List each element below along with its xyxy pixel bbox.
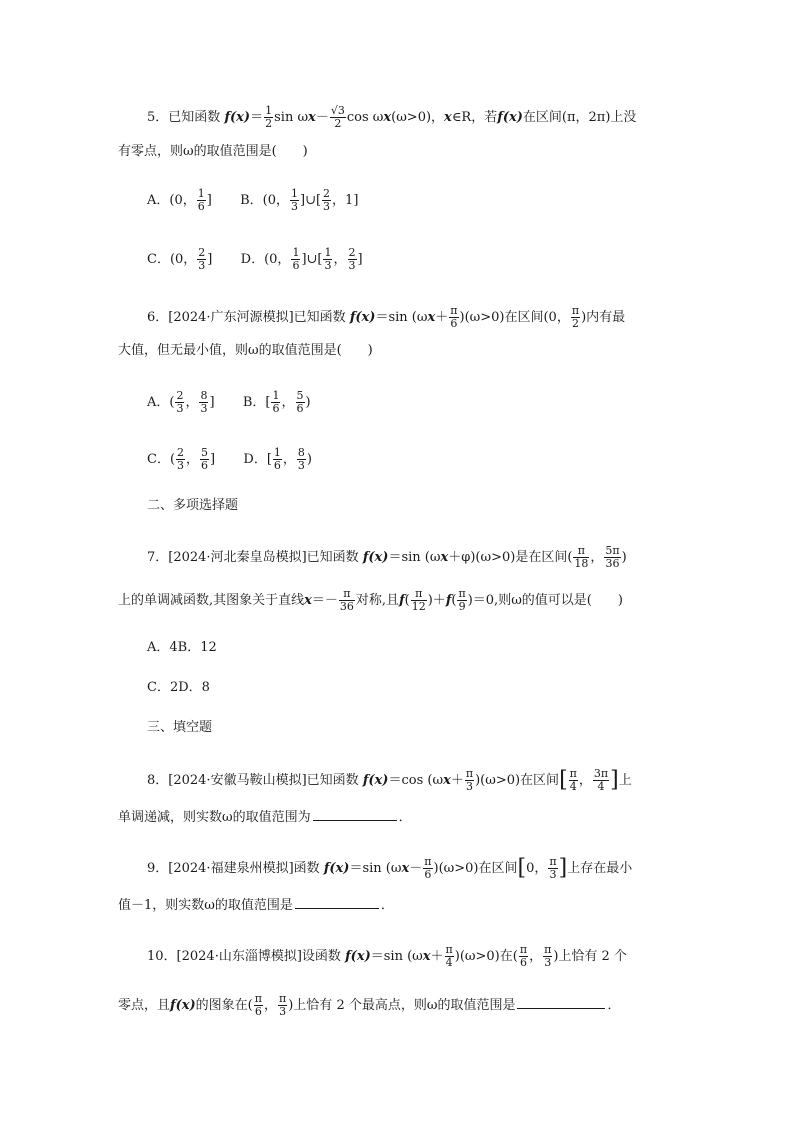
q7-line2: 上的单调减函数,其图象关于直线x＝－ $\frac{\pi}{36}$ 对称,且f( $\frac{\pi}{12}$ )＋f( $\frac{\pi}{9}$ )＝0,则ω的值可以是( ) bbox=[118, 587, 623, 613]
q10-source: [2024·山东淄博模拟] bbox=[176, 949, 302, 964]
q8-line1: 8．[2024·安徽马鞍山模拟]已知函数 f(x)＝cos (ωx＋ $\frac{\pi}{3}$ )(ω>0)在区间[ $\frac{\pi}{4}$ ， $\frac{3\pi}{4}$ ]上 bbox=[147, 767, 632, 793]
q9-line1: 9．[2024·福建泉州模拟]函数 f(x)＝sin (ωx－ $\frac{\pi}{6}$ )(ω>0)在区间[0， $\frac{\pi}{3}$ ]上存在最小 bbox=[147, 855, 633, 881]
q5-options-ab bbox=[147, 188, 358, 213]
option-a[interactable]: A．(0， $\frac{1}{6}$ ] bbox=[147, 187, 212, 213]
option-c[interactable]: C．(0， $\frac{2}{3}$ ] bbox=[147, 246, 213, 272]
q9-number: 9． bbox=[147, 861, 169, 876]
q5-line2: 有零点，则ω的取值范围是( ) bbox=[118, 144, 308, 159]
q10-line2: 零点，且f(x)的图象在( $\frac{\pi}{6}$ ， $\frac{\pi}{3}$ )上恰有 2 个最高点，则ω的取值范围是 ． bbox=[118, 992, 621, 1018]
option-a[interactable]: A．( $\frac{2}{3}$ ， $\frac{8}{3}$ ] bbox=[147, 389, 215, 415]
q7-options-ab[interactable]: A．4B．12 bbox=[147, 640, 217, 655]
option-b[interactable]: B．(0， $\frac{1}{3}$ ]∪[ $\frac{2}{3}$ ，1] bbox=[240, 187, 359, 213]
q6-line2: 大值，但无最小值，则ω的取值范围是( ) bbox=[118, 343, 373, 358]
q6-line1: 6．[2024·广东河源模拟]已知函数 f(x)＝sin (ωx＋ $\frac{\pi}{6}$ )(ω>0)在区间(0， $\frac{\pi}{2}$ )内有最 bbox=[147, 304, 626, 330]
q6-options-ab bbox=[147, 390, 311, 415]
option-d[interactable]: D．[ $\frac{1}{6}$ ， $\frac{8}{3}$ ) bbox=[243, 446, 312, 472]
answer-blank[interactable] bbox=[313, 806, 397, 821]
option-c[interactable]: C．( $\frac{2}{3}$ ， $\frac{5}{6}$ ] bbox=[147, 446, 216, 472]
q8-number: 8． bbox=[147, 773, 169, 788]
option-b[interactable]: B．[ $\frac{1}{6}$ ， $\frac{5}{6}$ ) bbox=[242, 389, 311, 415]
answer-blank[interactable] bbox=[295, 894, 379, 909]
section-heading-fill-in: 三、填空题 bbox=[147, 720, 213, 735]
q7-source: [2024·河北秦皇岛模拟] bbox=[168, 550, 307, 565]
q7-number: 7． bbox=[147, 550, 169, 565]
q5-number: 5． bbox=[147, 110, 169, 125]
q10-number: 10． bbox=[147, 949, 177, 964]
q7-line1: 7．[2024·河北秦皇岛模拟]已知函数 f(x)＝sin (ωx＋φ)(ω>0)是在区间( $\frac{\pi}{18}$ ， $\frac{5\pi}{36}$ ) bbox=[147, 544, 627, 570]
option-d[interactable]: D．(0， $\frac{1}{6}$ ]∪[ $\frac{1}{3}$ ， $\frac{2}{3}$ ] bbox=[240, 246, 363, 272]
q9-line2: 值－1，则实数ω的取值范围是 ． bbox=[118, 894, 394, 916]
fraction: $\frac{1}{2}$ bbox=[265, 104, 273, 130]
answer-blank[interactable] bbox=[517, 994, 605, 1009]
q9-source: [2024·福建泉州模拟] bbox=[168, 861, 294, 876]
q5-options-cd bbox=[147, 247, 363, 272]
q7-options-cd[interactable]: C．2D．8 bbox=[147, 680, 210, 695]
q6-options-cd bbox=[147, 447, 312, 472]
q5-line1: 5．已知函数 f(x)＝ $\frac{1}{2}$ sin ωx－ $\frac{√3}{2}$ cos ωx(ω>0)，x∈R，若f(x)在区间(π，2π)上没 bbox=[147, 104, 637, 130]
section-heading-multiple-choice: 二、多项选择题 bbox=[147, 498, 239, 513]
q10-line1: 10．[2024·山东淄博模拟]设函数 f(x)＝sin (ωx＋ $\frac{\pi}{4}$ )(ω>0)在( $\frac{\pi}{6}$ ， $\frac{\pi}{3}$ )上恰有 2 个 bbox=[147, 943, 627, 969]
fraction: $\frac{√3}{2}$ bbox=[330, 104, 345, 130]
q8-line2: 单调递减，则实数ω的取值范围为 ． bbox=[118, 806, 412, 828]
q8-source: [2024·安徽马鞍山模拟] bbox=[168, 773, 307, 788]
q6-number: 6． bbox=[147, 310, 169, 325]
q6-source: [2024·广东河源模拟] bbox=[168, 310, 294, 325]
